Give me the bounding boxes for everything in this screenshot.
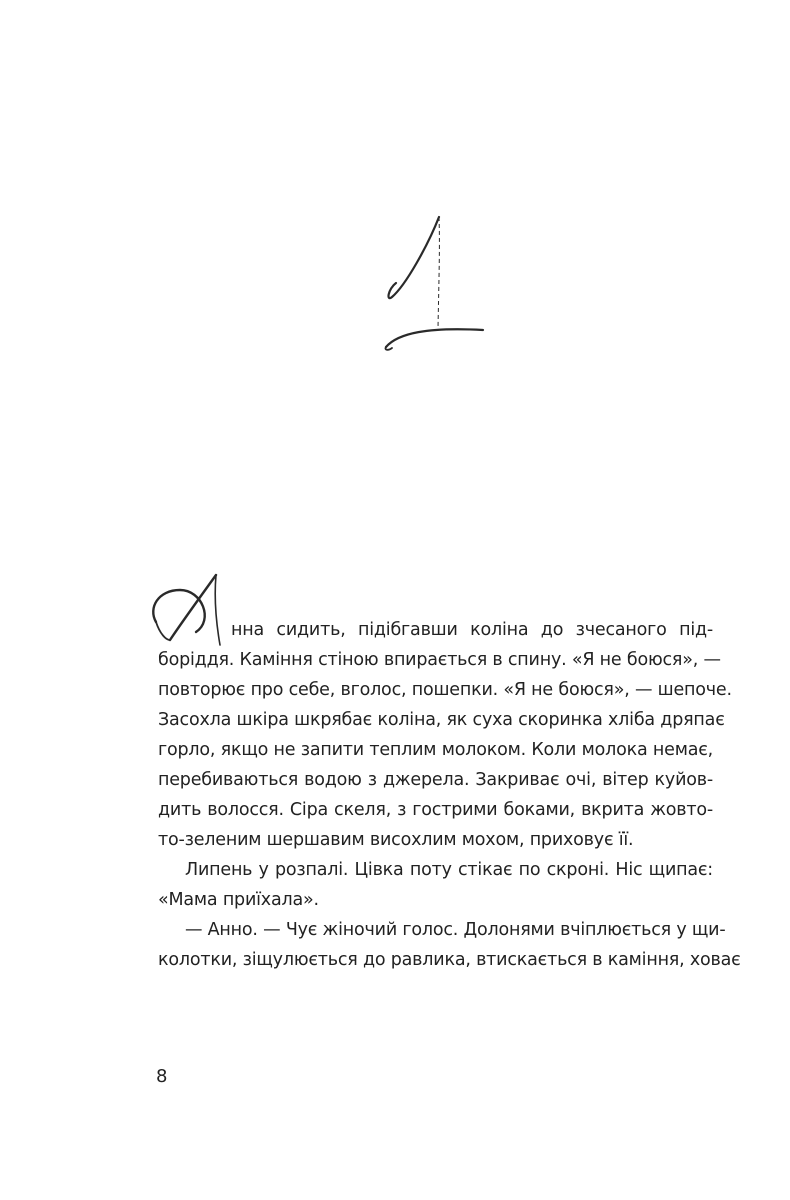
paragraph-line: горло, якщо не запити теплим молоком. Коли молока немає, [158, 740, 713, 760]
paragraph-line: колотки, зіщулюється до равлика, втискається в каміння, ховає [158, 950, 741, 970]
paragraph-line: дить волосся. Сіра скеля, з гострими боками, вкрита жовто- [158, 800, 713, 820]
page-number: 8 [156, 1066, 168, 1087]
paragraph-line: «Мама приїхала». [158, 890, 319, 910]
chapter-number-one [378, 205, 490, 355]
paragraph-line: нна сидить, підібгавши коліна до зчесаного під- [231, 620, 713, 640]
paragraph-line: боріддя. Каміння стіною впирається в спину. «Я не боюся», — [158, 650, 721, 670]
paragraph-line: Липень у розпалі. Цівка поту стікає по скроні. Ніс щипає: [185, 860, 713, 880]
chapter-text [158, 615, 741, 975]
paragraph-line: — Анно. — Чує жіночий голос. Долонями вчіплюється у щи- [185, 920, 726, 940]
paragraph-line: повторює про себе, вголос, пошепки. «Я не боюся», — шепоче. [158, 680, 732, 700]
drop-cap-letter [146, 570, 231, 650]
paragraph-line: перебиваються водою з джерела. Закриває очі, вітер куйов- [158, 770, 713, 790]
paragraph-line: то-зеленим шершавим висохлим мохом, приховує її. [158, 830, 634, 850]
paragraph-line: Засохла шкіра шкрябає коліна, як суха скоринка хліба дряпає [158, 710, 725, 730]
